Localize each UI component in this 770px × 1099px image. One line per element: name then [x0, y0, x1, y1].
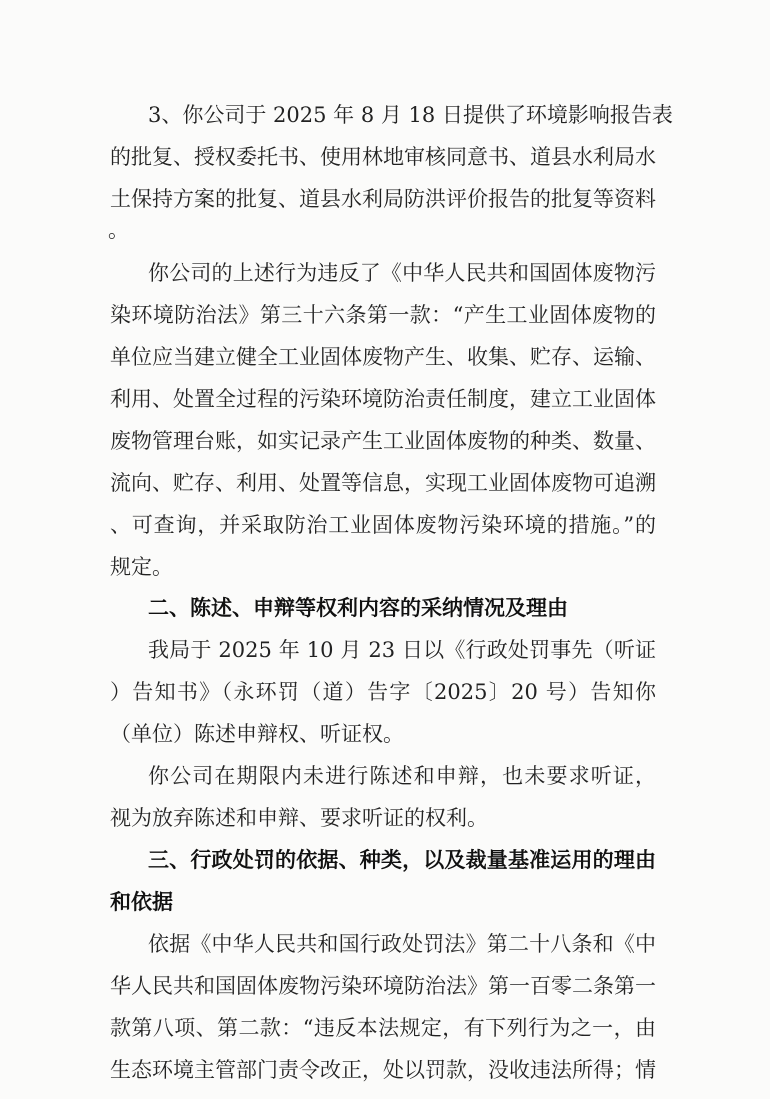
section3-para1-line-3: 款第八项、第二款：“违反本法规定，有下列行为之一，由 [110, 1016, 656, 1040]
violation-line-7: 、可查询，并采取防治工业固体废物污染环境的措施。”的 [110, 513, 656, 537]
section2-para1-line-3: （单位）陈述申辩权、听证权。 [110, 722, 404, 746]
violation-line-4: 利用、处置全过程的污染环境防治责任制度，建立工业固体 [110, 387, 656, 411]
section3-para1-line-1: 依据《中华人民共和国行政处罚法》第二十八条和《中 [148, 932, 656, 956]
item3-line-3: 土保持方案的批复、道县水利局防洪评价报告的批复等资料 [110, 187, 656, 211]
violation-line-3: 单位应当建立健全工业固体废物产生、收集、贮存、运输、 [110, 345, 656, 369]
item3-line-2: 的批复、授权委托书、使用林地审核同意书、道县水利局水 [110, 145, 656, 169]
violation-line-1: 你公司的上述行为违反了《中华人民共和国固体废物污 [148, 261, 656, 285]
section2-heading: 二、陈述、申辩等权利内容的采纳情况及理由 [148, 596, 568, 620]
violation-line-6: 流向、贮存、利用、处置等信息，实现工业固体废物可追溯 [110, 471, 656, 495]
violation-line-8: 规定。 [110, 555, 173, 579]
section2-para2-line-2: 视为放弃陈述和申辩、要求听证的权利。 [110, 806, 488, 830]
violation-line-2: 染环境防治法》第三十六条第一款：“产生工业固体废物的 [110, 303, 656, 327]
section3-heading-line-1: 三、行政处罚的依据、种类，以及裁量基准运用的理由 [148, 848, 656, 872]
item3-line-1: 3、你公司于 2025 年 8 月 18 日提供了环境影响报告表 [148, 103, 673, 127]
violation-line-5: 废物管理台账，如实记录产生工业固体废物的种类、数量、 [110, 429, 656, 453]
section3-para1-line-4: 生态环境主管部门责令改正，处以罚款，没收违法所得；情 [110, 1058, 656, 1082]
section3-heading-line-2: 和依据 [110, 890, 173, 914]
section2-para1-line-1: 我局于 2025 年 10 月 23 日以《行政处罚事先（听证 [148, 638, 656, 662]
item3-line-4: 。 [108, 218, 129, 242]
section3-para1-line-2: 华人民共和国固体废物污染环境防治法》第一百零二条第一 [110, 974, 656, 998]
section2-para2-line-1: 你公司在期限内未进行陈述和申辩，也未要求听证， [148, 764, 656, 788]
section2-para1-line-2: ）告知书》（永环罚（道）告字〔2025〕20 号）告知你 [110, 680, 656, 704]
